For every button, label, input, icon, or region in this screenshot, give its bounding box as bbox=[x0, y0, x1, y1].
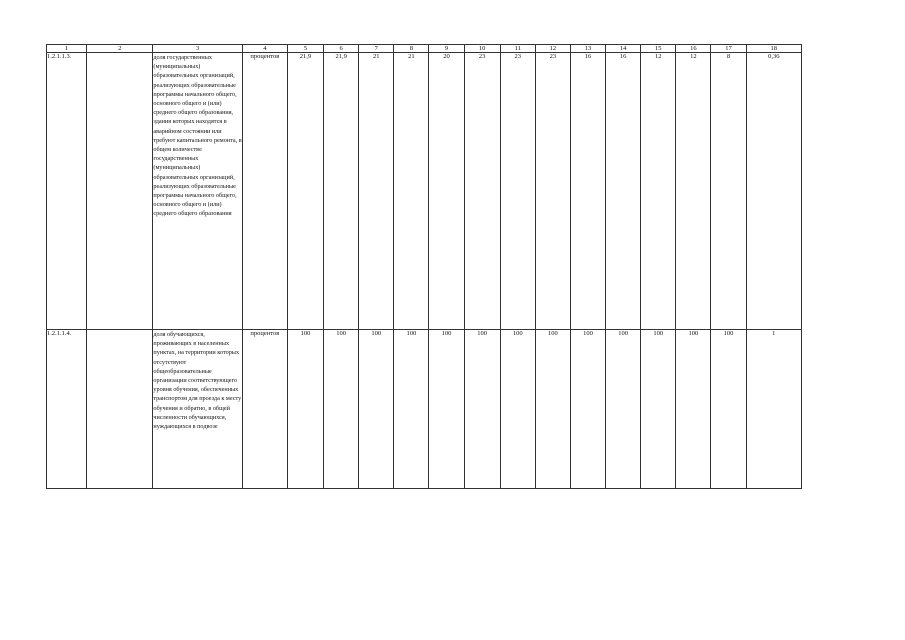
header-cell: 1 bbox=[47, 45, 87, 53]
value-cell: 23 bbox=[535, 53, 570, 330]
value-cell: 16 bbox=[570, 53, 605, 330]
header-cell: 4 bbox=[242, 45, 287, 53]
value-cell: 100 bbox=[535, 330, 570, 489]
table-row bbox=[47, 53, 802, 330]
value-cell: 100 bbox=[676, 330, 711, 489]
table-row bbox=[47, 330, 802, 489]
header-cell: 5 bbox=[287, 45, 323, 53]
header-cell: 15 bbox=[641, 45, 676, 53]
row-unit: процентов bbox=[242, 330, 287, 489]
value-cell: 100 bbox=[606, 330, 641, 489]
row-unit: процентов bbox=[242, 53, 287, 330]
value-cell: 100 bbox=[429, 330, 464, 489]
row-code: 1.2.1.1.3. bbox=[47, 53, 87, 330]
value-cell: 100 bbox=[570, 330, 605, 489]
row-description: доля обучающихся, проживающих в населенных пунктах, на территории которых отсутствуют общеобразовательные организации соответствующего уровня обучения, обеспеченных транспортом для проезда к месту обучения и обратно, в общей численности обучающихся, нуждающихся в подвозе bbox=[153, 330, 242, 489]
header-cell: 7 bbox=[359, 45, 394, 53]
value-cell: 100 bbox=[641, 330, 676, 489]
value-cell: 12 bbox=[676, 53, 711, 330]
value-cell: 100 bbox=[464, 330, 500, 489]
value-cell: 21,9 bbox=[324, 53, 359, 330]
header-cell: 10 bbox=[464, 45, 500, 53]
indicators-table bbox=[46, 44, 802, 489]
value-cell: 0,36 bbox=[746, 53, 801, 330]
header-cell: 9 bbox=[429, 45, 464, 53]
header-cell: 2 bbox=[87, 45, 153, 53]
value-cell: 100 bbox=[500, 330, 535, 489]
value-cell: 100 bbox=[359, 330, 394, 489]
value-cell: 20 bbox=[429, 53, 464, 330]
value-cell: 8 bbox=[711, 53, 746, 330]
value-cell: 21,9 bbox=[287, 53, 323, 330]
value-cell: 16 bbox=[606, 53, 641, 330]
value-cell: 1 bbox=[746, 330, 801, 489]
header-cell: 3 bbox=[153, 45, 242, 53]
header-cell: 17 bbox=[711, 45, 746, 53]
value-cell: 100 bbox=[394, 330, 429, 489]
header-row bbox=[47, 45, 802, 53]
value-cell: 23 bbox=[464, 53, 500, 330]
value-cell: 21 bbox=[359, 53, 394, 330]
value-cell: 12 bbox=[641, 53, 676, 330]
header-cell: 8 bbox=[394, 45, 429, 53]
row-col2 bbox=[87, 330, 153, 489]
value-cell: 100 bbox=[287, 330, 323, 489]
header-cell: 12 bbox=[535, 45, 570, 53]
value-cell: 21 bbox=[394, 53, 429, 330]
header-cell: 11 bbox=[500, 45, 535, 53]
value-cell: 100 bbox=[711, 330, 746, 489]
row-description: доля государственных (муниципальных) образовательных организаций, реализующих образовательные программы начального общего, основного общего и (или) среднего общего образования, здания которых находятся в аварийном состоянии или требуют капитального ремонта, в общем количестве государственных (муниципальных) образовательных организаций, реализующих образовательные программы начального общего, основного общего и (или) среднего общего образования bbox=[153, 53, 242, 330]
header-cell: 16 bbox=[676, 45, 711, 53]
value-cell: 23 bbox=[500, 53, 535, 330]
header-cell: 13 bbox=[570, 45, 605, 53]
header-cell: 18 bbox=[746, 45, 801, 53]
row-col2 bbox=[87, 53, 153, 330]
header-cell: 14 bbox=[606, 45, 641, 53]
value-cell: 100 bbox=[324, 330, 359, 489]
header-cell: 6 bbox=[324, 45, 359, 53]
row-code: 1.2.1.1.4. bbox=[47, 330, 87, 489]
